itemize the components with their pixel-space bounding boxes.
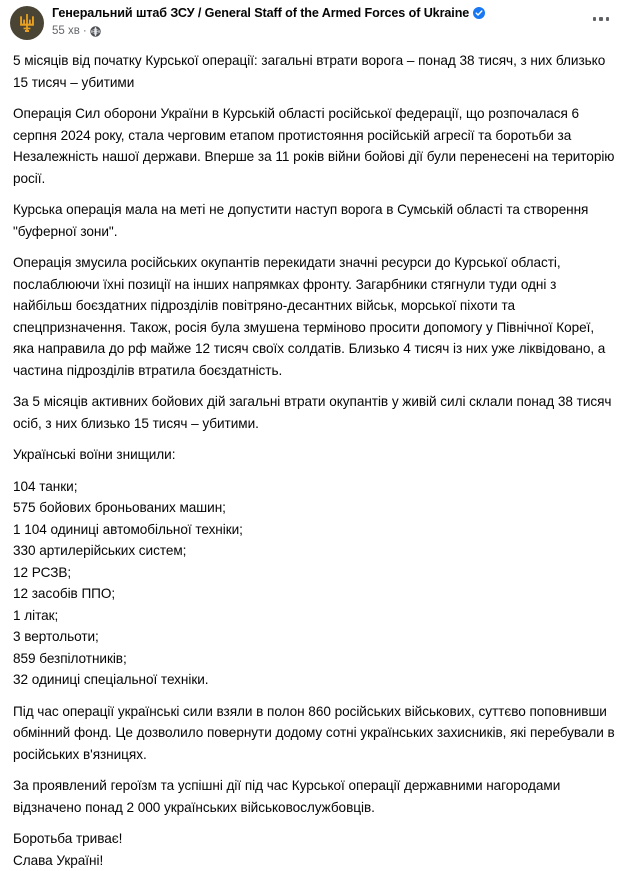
post-body — [0, 50, 628, 871]
verified-check-icon — [473, 7, 485, 19]
author-name[interactable]: Генеральний штаб ЗСУ / General Staff of the Armed Forces of Ukraine — [52, 5, 469, 21]
post-paragraph-enemy-resources: Операція змусила російських окупантів перекидати значні ресурси до Курської області, послаблюючи їхні позиції на інших напрямках фронту. Загарбники стягнули туди одні з найбільш боєздатних підрозділів повітряно-десантних військ, морської піхоти та спецпризначення. Також, росія була змушена терміново просити допомогу у Північної Кореї, яка направила до рф майже 12 тисяч своїх солдатів. Близько 4 тисяч із них уже ліквідовано, а частина підрозділів втратила боєздатність. — [13, 252, 615, 381]
verified-badge — [473, 7, 485, 19]
post-paragraph-operation-start: Операція Сил оборони України в Курській області російської федерації, що розпочалася 6 серпня 2024 року, стала черговим етапом протистояння російській агресії та боротьби за Незалежність нашої держави. Вперше за 11 років війни бойові дії були перенесені на територію росії. — [13, 103, 615, 189]
list-item: 859 безпілотників; — [13, 648, 615, 670]
post-timestamp[interactable]: 55 хв — [52, 24, 80, 38]
globe-icon-glyph — [90, 26, 101, 37]
post-header — [0, 0, 628, 40]
more-dot — [593, 17, 597, 21]
destroyed-equipment-list — [13, 476, 615, 691]
ukrainian-trident-icon — [15, 11, 39, 35]
list-item: 1 104 одиниці автомобільної техніки; — [13, 519, 615, 541]
list-item: 330 артилерійських систем; — [13, 540, 615, 562]
list-item: 575 бойових броньованих машин; — [13, 497, 615, 519]
globe-public-icon[interactable] — [90, 26, 101, 37]
list-item: 32 одиниці спеціальної техніки. — [13, 669, 615, 691]
post-paragraph-awards: За проявлений героїзм та успішні дії під час Курської операції державними нагородами відзначено понад 2 000 українських військовослужбовців. — [13, 775, 615, 818]
list-item: 3 вертольоти; — [13, 626, 615, 648]
post-paragraph-destroyed-intro: Українські воїни знищили: — [13, 444, 615, 466]
post-paragraph-prisoners: Під час операції українські сили взяли в полон 860 російських військових, суттєво поповнивши обмінний фонд. Це дозволило повернути додому сотні українських захисників, які перебували в російських в'язницях. — [13, 701, 615, 766]
post-paragraph-total-losses: За 5 місяців активних бойових дій загальні втрати окупантів у живій силі склали понад 38 тисяч осіб, з них близько 15 тисяч – убитими. — [13, 391, 615, 434]
post-options-button[interactable] — [588, 10, 614, 28]
list-item: 1 літак; — [13, 605, 615, 627]
list-item: 12 засобів ППО; — [13, 583, 615, 605]
post-paragraph-summary: 5 місяців від початку Курської операції: загальні втрати ворога – понад 38 тисяч, з них близько 15 тисяч – убитими — [13, 50, 615, 93]
post-paragraph-buffer-zone: Курська операція мала на меті не допустити наступ ворога в Сумській області та створення "буферної зони". — [13, 199, 615, 242]
sign-off-line-struggle: Боротьба триває! — [13, 828, 615, 850]
more-dot — [606, 17, 610, 21]
meta-separator: · — [83, 24, 87, 38]
author-name-row — [52, 5, 618, 21]
post-author-block — [52, 5, 618, 38]
list-item: 12 РСЗВ; — [13, 562, 615, 584]
sign-off-line-glory: Слава Україні! — [13, 850, 615, 871]
post-sign-off — [13, 828, 615, 871]
more-dot — [599, 17, 603, 21]
post-meta-row — [52, 24, 618, 38]
avatar[interactable] — [10, 6, 44, 40]
list-item: 104 танки; — [13, 476, 615, 498]
